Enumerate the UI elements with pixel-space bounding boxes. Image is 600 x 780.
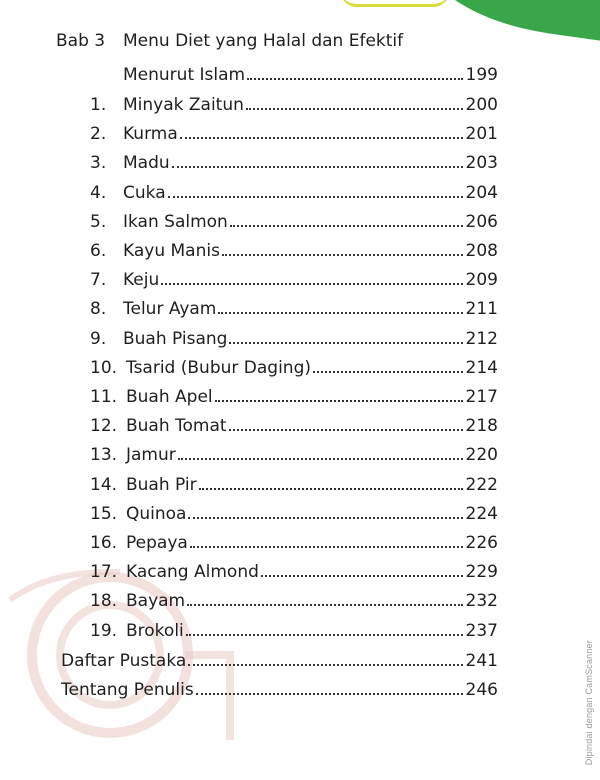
item-title: Pepaya: [126, 533, 188, 553]
chapter-title-line2: Menurut Islam: [123, 65, 246, 85]
item-title: Kurma: [123, 124, 178, 144]
item-number: 1.: [90, 95, 107, 115]
dot-leader: [168, 196, 463, 198]
dot-leader: [230, 225, 463, 227]
item-title: Madu: [123, 153, 170, 173]
dot-leader: [222, 254, 463, 256]
page-number: 218: [465, 416, 498, 436]
dot-leader: [188, 664, 462, 666]
item-number: 19.: [90, 621, 118, 641]
page-number: 201: [465, 124, 498, 144]
chapter-title-line2-row[interactable]: [123, 64, 498, 86]
page-number: 237: [465, 621, 498, 641]
back-matter-item[interactable]: [61, 650, 498, 672]
dot-leader: [246, 108, 463, 110]
page-number: 208: [465, 241, 498, 261]
item-number: 10.: [90, 358, 118, 378]
page-number: 232: [465, 591, 498, 611]
item-number: 8.: [90, 299, 107, 319]
page-number: 199: [465, 65, 498, 85]
dot-leader: [187, 604, 462, 606]
item-number: 12.: [90, 416, 118, 436]
item-number: 6.: [90, 241, 107, 261]
page-number: 220: [465, 445, 498, 465]
dot-leader: [161, 283, 462, 285]
page-number: 222: [465, 475, 498, 495]
dot-leader: [178, 458, 463, 460]
item-number: 3.: [90, 153, 107, 173]
page-number: 200: [465, 95, 498, 115]
item-title: Keju: [123, 270, 160, 290]
page-number: 209: [465, 270, 498, 290]
dot-leader: [186, 634, 463, 636]
page-number: 241: [465, 651, 498, 671]
item-title: Jamur: [126, 445, 176, 465]
item-title: Brokoli: [126, 621, 184, 641]
page-number: 203: [465, 153, 498, 173]
back-matter-title: Daftar Pustaka: [61, 651, 187, 671]
page-number: 226: [465, 533, 498, 553]
page-number: 206: [465, 212, 498, 232]
page-number: 246: [465, 680, 498, 700]
item-title: Buah Tomat: [126, 416, 227, 436]
item-title: Minyak Zaitun: [123, 95, 244, 115]
page-number: 211: [465, 299, 498, 319]
item-number: 15.: [90, 504, 118, 524]
dot-leader: [218, 312, 462, 314]
dot-leader: [172, 166, 463, 168]
dot-leader: [180, 137, 463, 139]
chapter-title-line1: Menu Diet yang Halal dan Efektif: [123, 31, 404, 51]
back-matter-title: Tentang Penulis: [61, 680, 194, 700]
item-title: Tsarid (Bubur Daging): [126, 358, 311, 378]
page-number: 214: [465, 358, 498, 378]
item-number: 14.: [90, 475, 118, 495]
dot-leader: [190, 546, 463, 548]
dot-leader: [196, 693, 463, 695]
item-title: Ikan Salmon: [123, 212, 228, 232]
item-title: Quinoa: [126, 504, 187, 524]
item-title: Buah Pisang: [123, 329, 228, 349]
dot-leader: [261, 575, 463, 577]
dot-leader: [313, 371, 463, 373]
dot-leader: [247, 78, 462, 80]
item-number: 17.: [90, 562, 118, 582]
dot-leader: [188, 517, 462, 519]
item-title: Bayam: [126, 591, 186, 611]
item-number: 2.: [90, 124, 107, 144]
item-number: 5.: [90, 212, 107, 232]
page-number: 229: [465, 562, 498, 582]
item-number: 13.: [90, 445, 118, 465]
item-title: Buah Apel: [126, 387, 213, 407]
dot-leader: [229, 429, 463, 431]
item-number: 9.: [90, 329, 107, 349]
item-number: 7.: [90, 270, 107, 290]
chapter-label: Bab 3: [56, 31, 106, 51]
page-number: 212: [465, 329, 498, 349]
item-title: Kacang Almond: [126, 562, 259, 582]
back-matter-item[interactable]: [61, 679, 498, 701]
item-number: 4.: [90, 183, 107, 203]
page-number: 204: [465, 183, 498, 203]
dot-leader: [199, 488, 463, 490]
item-title: Kayu Manis: [123, 241, 220, 261]
item-number: 11.: [90, 387, 118, 407]
item-number: 16.: [90, 533, 118, 553]
item-title: Cuka: [123, 183, 166, 203]
dot-leader: [215, 400, 463, 402]
green-corner-decoration: [411, 0, 600, 45]
item-title: Buah Pir: [126, 475, 197, 495]
dot-leader: [229, 342, 462, 344]
yellow-curve-decoration: [340, 0, 450, 7]
page-number: 217: [465, 387, 498, 407]
scanner-watermark-text: Dipindai dengan CamScanner: [584, 640, 594, 766]
item-number: 18.: [90, 591, 118, 611]
page-number: 224: [465, 504, 498, 524]
item-title: Telur Ayam: [123, 299, 217, 319]
